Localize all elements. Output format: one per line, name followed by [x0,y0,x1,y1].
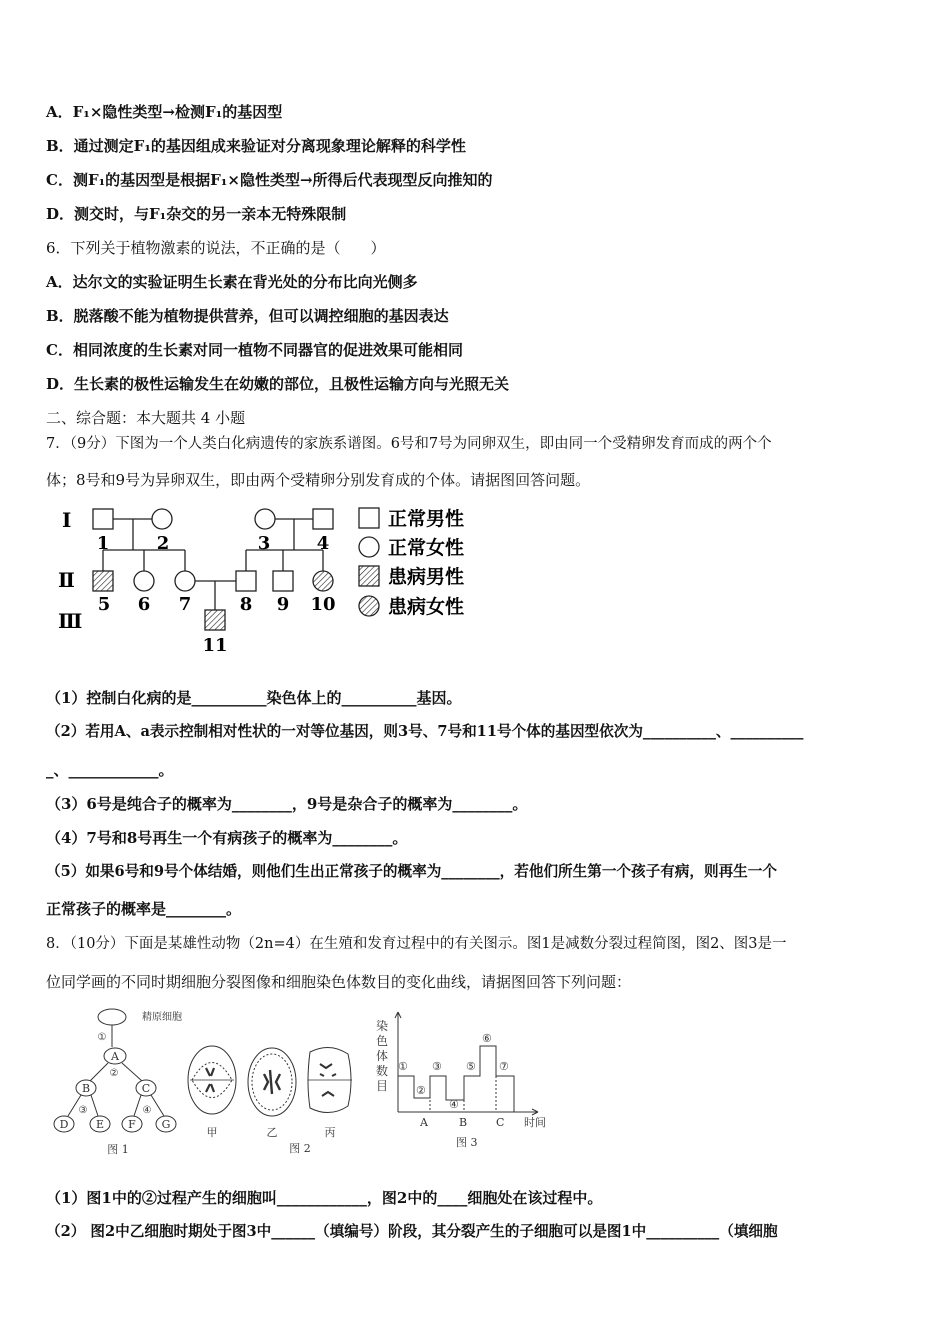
fig3-stage-3: ③ [432,1060,442,1073]
fig1-node-b: B [81,1082,91,1095]
individual-8 [236,571,256,591]
individual-1 [93,509,113,529]
fig3-xlabel: 时间 [524,1116,546,1129]
figure-2-cells [180,1040,360,1160]
pedigree-chart [50,500,490,660]
legend-affected-male-symbol [359,566,379,586]
figure-3-chromosome-curve [370,1008,560,1158]
q5-option-a: A．F₁×隐性类型→检测F₁的基因型 [46,103,283,121]
fig2-caption: 图 2 [289,1142,311,1155]
individual-11 [205,610,225,630]
fig1-node-d: D [59,1118,69,1131]
fig1-step-2: ② [109,1068,119,1079]
fig3-tick-a: A [420,1116,428,1129]
q7-stem-line2: 体；8号和9号为异卵双生，即由两个受精卵分别发育成的个体。请据图回答问题。 [46,471,591,489]
q8-sub2: （2） 图2中乙细胞时期处于图3中______（填编号）阶段，其分裂产生的子细胞可以是图1中__________（填细胞 [46,1223,778,1240]
num-7: 7 [178,594,192,615]
q6-option-b: B．脱落酸不能为植物提供营养，但可以调控细胞的基因表达 [46,307,449,325]
individual-4 [313,509,333,529]
fig3-tick-b: B [459,1116,468,1129]
gen-label-1: Ⅰ [62,508,72,532]
q7-sub3: （3）6号是纯合子的概率为________，9号是杂合子的概率为________。 [46,795,528,813]
q8-stem-line2: 位同学画的不同时期细胞分裂图像和细胞染色体数目的变化曲线，请据图回答下列问题： [46,973,632,991]
num-5: 5 [97,594,111,615]
gen-label-2: Ⅱ [58,568,75,592]
fig1-step-3: ③ [78,1105,88,1116]
q5-option-c: C．测F₁的基因型是根据F₁×隐性类型→所得后代表现型反向推知的 [46,171,493,189]
fig2-label-yi: 乙 [266,1126,278,1139]
fig3-ylabel-1: 染 [376,1019,389,1033]
legend-affected-male: 患病男性 [388,566,465,588]
legend-normal-female-symbol [359,537,379,557]
q6-stem: 6．下列关于植物激素的说法，不正确的是（ ） [46,239,386,257]
q7-sub2-cont: _、____________。 [46,761,174,779]
fig3-ylabel-5: 目 [376,1079,389,1093]
fig3-stage-5: ⑤ [466,1060,476,1073]
spermatogonium-cell [98,1009,126,1025]
fig3-ylabel-2: 色 [376,1034,389,1048]
individual-6 [134,571,154,591]
fig1-top-label: 精原细胞 [142,1012,182,1023]
individual-3 [255,509,275,529]
individual-5 [93,571,113,591]
num-6: 6 [137,594,151,615]
q6-option-c: C．相同浓度的生长素对同一植物不同器官的促进效果可能相同 [46,341,463,359]
fig1-node-a: A [111,1050,119,1063]
individual-7 [175,571,195,591]
num-8: 8 [239,594,253,615]
fig3-stage-2: ② [416,1084,426,1097]
fig1-caption: 图 1 [107,1143,129,1156]
legend-affected-female-symbol [359,596,379,616]
q6-option-d: D．生长素的极性运输发生在幼嫩的部位，且极性运输方向与光照无关 [46,375,510,393]
q8-sub1: （1）图1中的②过程产生的细胞叫____________，图2中的____细胞处在该过程中。 [46,1189,603,1207]
num-9: 9 [276,594,290,615]
fig1-node-e: E [95,1118,105,1131]
fig1-step-1: ① [97,1032,107,1043]
fig3-stage-4: ④ [449,1098,459,1111]
num-4: 4 [316,533,330,554]
q7-sub4: （4）7号和8号再生一个有病孩子的概率为________。 [46,829,408,847]
fig3-stage-6: ⑥ [482,1032,492,1045]
q8-stem-line1: 8．（10分）下面是某雄性动物（2n=4）在生殖和发育过程中的有关图示。图1是减数分裂过程简图，图2、图3是一 [46,936,787,952]
fig3-ylabel-3: 体 [376,1049,389,1063]
q7-stem-line1: 7．（9分）下图为一个人类白化病遗传的家族系谱图。6号和7号为同卵双生，即由同一个受精卵发育而成的两个个 [46,436,772,452]
num-3: 3 [257,533,271,554]
num-11: 11 [202,635,228,656]
q7-sub5-cont: 正常孩子的概率是________。 [46,900,242,918]
legend-normal-female: 正常女性 [388,537,465,559]
individual-9 [273,571,293,591]
section-heading: 二、综合题：本大题共 4 小题 [46,409,246,427]
fig3-caption: 图 3 [456,1136,478,1149]
fig2-label-bing: 丙 [324,1126,336,1139]
num-1: 1 [96,533,110,554]
individual-2 [152,509,172,529]
gen-label-3: Ⅲ [58,609,83,633]
legend-normal-male: 正常男性 [388,508,465,530]
fig1-step-4: ④ [142,1105,152,1116]
fig3-stage-7: ⑦ [499,1060,509,1073]
num-2: 2 [156,533,170,554]
q5-option-d: D．测交时，与F₁杂交的另一亲本无特殊限制 [46,205,347,223]
fig1-node-g: G [161,1118,171,1131]
fig1-node-c: C [141,1082,151,1095]
q7-sub5: （5）如果6号和9号个体结婚，则他们生出正常孩子的概率为________，若他们所生第一个孩子有病，则再生一个 [46,863,777,880]
q7-sub1: （1）控制白化病的是__________染色体上的__________基因。 [46,689,462,707]
individual-10 [313,571,333,591]
fig2-label-jia: 甲 [206,1126,218,1139]
fig3-stage-1: ① [398,1060,408,1073]
q5-option-b: B．通过测定F₁的基因组成来验证对分离现象理论解释的科学性 [46,137,466,155]
num-10: 10 [310,594,336,615]
legend-affected-female: 患病女性 [388,596,465,618]
fig1-node-f: F [128,1118,136,1131]
q6-option-a: A．达尔文的实验证明生长素在背光处的分布比向光侧多 [46,273,418,291]
legend-normal-male-symbol [359,508,379,528]
fig3-tick-c: C [496,1116,505,1129]
q7-sub2: （2）若用A、a表示控制相对性状的一对等位基因，则3号、7号和11号个体的基因型依次为__________、__________ [46,723,804,740]
fig3-ylabel-4: 数 [376,1064,389,1078]
figure-1-meiosis [46,1005,196,1160]
